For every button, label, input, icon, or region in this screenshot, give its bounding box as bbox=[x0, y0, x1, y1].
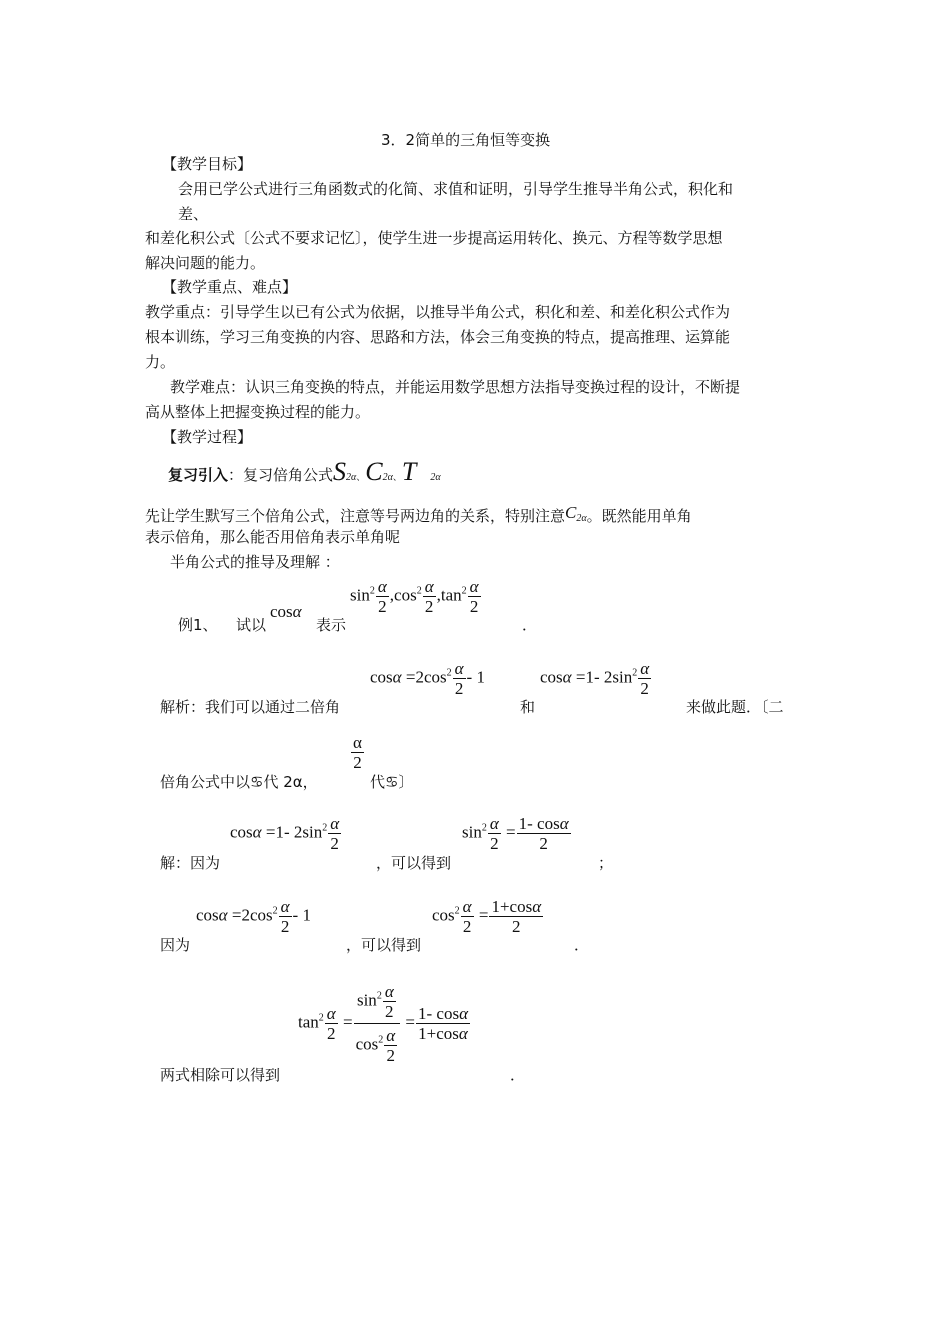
solution-because-2: 因为 bbox=[160, 936, 191, 954]
formula-tan-half: $\tan^2$ $\frac{\alpha}{2}$ = $\sin^2$ $\frac{\alpha}{2}$ $\cos^2$ $\frac{\alpha}{2}$ = $\frac{1- \cos\alpha}{1+\cos\alpha}$ bbox=[298, 982, 469, 1065]
solution-get-1: ，可以得到 bbox=[376, 854, 452, 872]
analysis-c2: 代 2α， bbox=[263, 773, 318, 791]
paragraph-1-b: 。既然能用单角 bbox=[586, 507, 692, 525]
review-text: ：复习倍角公式 bbox=[228, 466, 334, 484]
review-line bbox=[168, 457, 441, 488]
solution-final-period: ． bbox=[510, 1066, 526, 1084]
analysis-c1: 倍角公式中以 bbox=[160, 773, 251, 791]
keypoints-line-1: 教学重点：引导学生以已有公式为依据，以推导半角公式，积化和差、和差化积公式作为 bbox=[145, 303, 731, 321]
example-period: ． bbox=[522, 616, 538, 634]
separator: 、 bbox=[356, 473, 366, 483]
formula-t-sub: 2α bbox=[430, 472, 441, 483]
formula-step2-given: $\cos\alpha =2\cos^2$ $\frac{\alpha}{2}$ - 1 bbox=[196, 897, 311, 936]
keypoints-line-5: 高从整体上把握变换过程的能力。 bbox=[145, 403, 371, 421]
analysis-line-2b bbox=[370, 772, 413, 792]
review-label: 复习引入 bbox=[168, 466, 229, 484]
goal-line-2: 差、 bbox=[178, 205, 209, 223]
formula-c: C bbox=[365, 457, 383, 486]
analysis-c3: 代 bbox=[370, 773, 386, 791]
example-express: 表示 bbox=[316, 616, 347, 634]
formula-cos-double-2: cosα =1- $2\sin^2$ $\frac{\alpha}{2}$ bbox=[540, 659, 650, 698]
paragraph-2: 表示倍角，那么能否用倍角表示单角呢 bbox=[145, 528, 401, 546]
analysis-and: 和 bbox=[520, 698, 536, 716]
alpha-over-2: $\frac{\alpha}{2}$ bbox=[353, 733, 362, 772]
example-cos-alpha: cosα bbox=[270, 602, 302, 621]
analysis-c4: 〕 bbox=[398, 773, 414, 791]
symbol-icon: ♋ bbox=[385, 773, 399, 791]
goal-line-1: 会用已学公式进行三角函数式的化简、求值和证明，引导学生推导半角公式，积化和 bbox=[178, 180, 734, 198]
page-title: 3．2简单的三角恒等变换 bbox=[381, 131, 551, 149]
formula-c2a-sub: 2α bbox=[576, 513, 587, 524]
solution-divide: 两式相除可以得到 bbox=[160, 1066, 281, 1084]
formula-c-sub: 2α bbox=[382, 472, 393, 483]
formula-step1-given: cosα =1- $2\sin^2$ $\frac{\alpha}{2}$ bbox=[230, 814, 340, 853]
formula-c2a: C bbox=[565, 503, 577, 522]
solution-period: ． bbox=[574, 936, 590, 954]
separator: 、 bbox=[392, 473, 402, 483]
paragraph-1 bbox=[145, 503, 692, 529]
goal-line-4: 解决问题的能力。 bbox=[145, 254, 266, 272]
goal-line-3: 和差化积公式〔公式不要求记忆〕，使学生进一步提高运用转化、换元、方程等数学思想 bbox=[145, 229, 723, 247]
solution-get-2: ，可以得到 bbox=[346, 936, 422, 954]
process-heading: 【教学过程】 bbox=[162, 428, 253, 446]
formula-s: S bbox=[333, 457, 347, 486]
formula-cos-double-1: $\cos\alpha =2\cos^2$ $\frac{\alpha}{2}$ - 1 bbox=[370, 659, 485, 698]
formula-t: T bbox=[401, 457, 417, 486]
paragraph-1-a: 先让学生默写三个倍角公式，注意等号两边角的关系，特别注意 bbox=[145, 507, 566, 525]
symbol-icon: ♋ bbox=[250, 773, 264, 791]
example-label: 例1、 bbox=[178, 616, 218, 634]
example-targets: $\sin^2$ $\frac{\alpha}{2}$ $,\cos^2$ $\frac{\alpha}{2}$ $,\tan^2$ $\frac{\alpha}{2}$ bbox=[350, 577, 479, 616]
formula-s-sub: 2α bbox=[346, 472, 357, 483]
keypoints-line-4: 教学难点：认识三角变换的特点，并能运用数学思想方法指导变换过程的设计，不断提 bbox=[170, 378, 741, 396]
goal-heading: 【教学目标】 bbox=[162, 155, 253, 173]
analysis-text-a: 解析：我们可以通过二倍角 bbox=[160, 698, 341, 716]
solution-because-1: 解：因为 bbox=[160, 854, 221, 872]
analysis-line-2 bbox=[160, 772, 318, 792]
solution-semicolon: ； bbox=[598, 854, 614, 872]
analysis-text-b: 来做此题．〔二 bbox=[686, 698, 784, 716]
formula-step2-result: $\cos^2$ $\frac{\alpha}{2}$ = $\frac{1+\cos\alpha}{2}$ bbox=[432, 897, 542, 936]
example-try: 试以 bbox=[236, 616, 267, 634]
keypoints-line-2: 根本训练，学习三角变换的内容、思路和方法，体会三角变换的特点，提高推理、运算能 bbox=[145, 328, 731, 346]
half-angle-heading: 半角公式的推导及理解 ： bbox=[170, 553, 340, 571]
formula-step1-result: $\sin^2$ $\frac{\alpha}{2}$ = $\frac{1- \cos\alpha}{2}$ bbox=[462, 814, 569, 853]
keypoints-heading: 【教学重点、难点】 bbox=[162, 278, 298, 296]
keypoints-line-3: 力。 bbox=[145, 353, 176, 371]
